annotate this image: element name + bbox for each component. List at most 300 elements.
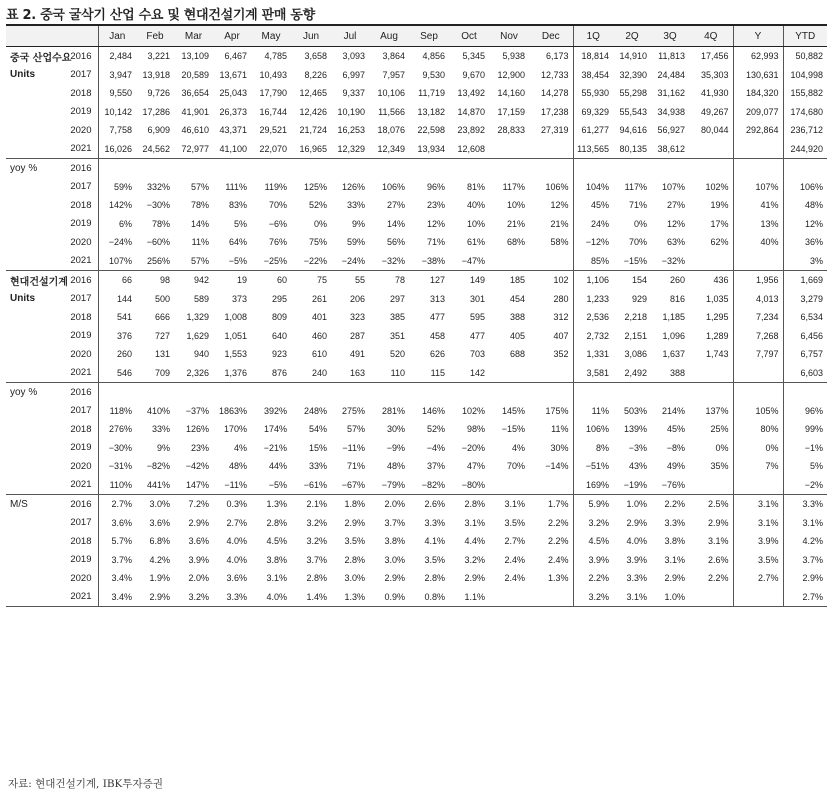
data-cell: 3,658 xyxy=(304,51,327,62)
table-row xyxy=(6,439,827,458)
data-cell: −30% xyxy=(146,200,170,211)
data-cell: 16,026 xyxy=(98,140,136,159)
data-cell: 102 xyxy=(529,271,573,290)
data-cell: 1,331 xyxy=(573,345,613,364)
data-cell: 4.1% xyxy=(424,536,445,547)
data-cell: 376 xyxy=(98,327,136,346)
data-cell: 4.5% xyxy=(266,536,287,547)
data-cell: 401 xyxy=(311,312,327,323)
data-cell: −67% xyxy=(341,479,365,490)
data-cell: 491 xyxy=(349,349,365,360)
data-cell: −6% xyxy=(268,218,287,229)
data-cell: 0% xyxy=(633,218,647,229)
year-cell: 2016 xyxy=(70,50,92,62)
data-cell: 2.7% xyxy=(783,588,827,607)
data-cell: 83% xyxy=(228,200,247,211)
data-cell: 24,562 xyxy=(142,143,170,154)
data-cell: 20,589 xyxy=(181,69,209,80)
data-cell: 12,900 xyxy=(497,69,525,80)
data-cell: 10,493 xyxy=(259,69,287,80)
data-cell: 19 xyxy=(213,271,251,290)
table-row xyxy=(6,103,827,122)
data-cell: 110% xyxy=(98,476,136,495)
data-cell: 11,566 xyxy=(378,106,405,117)
data-cell: 280 xyxy=(553,293,569,304)
data-cell: 0% xyxy=(733,439,783,458)
data-cell: 4.2% xyxy=(783,532,827,551)
data-cell: 3.8% xyxy=(664,536,685,547)
data-cell: 688 xyxy=(509,349,525,360)
data-cell: 2.7% xyxy=(733,569,783,588)
data-cell: 4.0% xyxy=(226,536,247,547)
data-cell: −14% xyxy=(545,461,569,472)
data-cell: 48% xyxy=(228,461,247,472)
data-cell: 2,151 xyxy=(624,330,647,341)
data-cell: 546 xyxy=(98,364,136,383)
blank-label xyxy=(6,439,56,458)
table-row xyxy=(6,121,827,140)
data-cell: 5,938 xyxy=(502,51,525,62)
data-cell xyxy=(733,476,783,495)
header-corner xyxy=(6,25,98,47)
data-cell: 2.7% xyxy=(98,495,136,514)
data-cell: 1.8% xyxy=(331,495,369,514)
data-cell: 21% xyxy=(506,218,525,229)
data-cell: 3.3% xyxy=(424,517,445,528)
data-cell: −5% xyxy=(268,479,287,490)
year-cell: 2017 xyxy=(70,69,92,81)
data-cell: 6,603 xyxy=(783,364,827,383)
table-row xyxy=(6,476,827,495)
data-cell: 2,536 xyxy=(573,308,613,327)
data-cell: 137% xyxy=(705,405,729,416)
year-cell: 2017 xyxy=(70,293,92,305)
data-cell: 3.1% xyxy=(464,517,485,528)
data-cell xyxy=(449,159,489,178)
data-cell: 2.9% xyxy=(464,573,485,584)
data-cell: 72,977 xyxy=(181,143,209,154)
data-cell: −1% xyxy=(783,439,827,458)
data-cell: 75% xyxy=(308,237,327,248)
data-cell: 3.4% xyxy=(98,588,136,607)
data-cell xyxy=(251,383,291,402)
column-header: 4Q xyxy=(689,25,733,47)
data-cell: 85% xyxy=(573,252,613,271)
data-cell: 436 xyxy=(689,271,733,290)
data-cell: 169% xyxy=(573,476,613,495)
data-cell: 55,930 xyxy=(573,84,613,103)
data-cell: 1.3% xyxy=(331,588,369,607)
data-cell: 104% xyxy=(573,178,613,197)
data-cell: 145% xyxy=(501,405,525,416)
table-row xyxy=(6,290,827,309)
data-cell: 3.1% xyxy=(783,514,827,533)
data-cell: 3.6% xyxy=(188,536,209,547)
data-cell: 3,279 xyxy=(783,290,827,309)
column-header: 1Q xyxy=(573,25,613,47)
data-cell: 2.9% xyxy=(344,517,365,528)
data-cell: 5% xyxy=(233,218,247,229)
blank-label xyxy=(6,569,56,588)
data-cell: 7,797 xyxy=(733,345,783,364)
data-cell: 9,726 xyxy=(147,88,170,99)
blank-label xyxy=(6,420,56,439)
data-cell: 260 xyxy=(651,271,689,290)
column-header: Feb xyxy=(136,25,174,47)
table-row xyxy=(6,47,827,66)
data-cell: 3.4% xyxy=(98,569,136,588)
data-cell: 4.0% xyxy=(251,588,291,607)
data-cell xyxy=(573,159,613,178)
year-cell: 2021 xyxy=(56,588,98,607)
data-cell xyxy=(651,383,689,402)
data-cell: 3.8% xyxy=(384,536,405,547)
data-cell xyxy=(409,159,449,178)
data-cell: 36,654 xyxy=(181,88,209,99)
data-cell: −42% xyxy=(185,461,209,472)
blank-label xyxy=(6,588,56,607)
data-cell: 64% xyxy=(228,237,247,248)
data-cell: 13,109 xyxy=(181,51,209,62)
year-cell: 2020 xyxy=(70,348,92,360)
data-cell: 14% xyxy=(190,218,209,229)
data-cell: 1,008 xyxy=(224,312,247,323)
data-cell: 9% xyxy=(156,442,170,453)
data-cell: 3.2% xyxy=(306,536,327,547)
data-cell: −2% xyxy=(783,476,827,495)
data-cell: 117% xyxy=(502,181,525,192)
data-cell: 130,631 xyxy=(733,66,783,85)
data-cell: 32,390 xyxy=(619,69,647,80)
data-cell xyxy=(174,383,213,402)
column-header: YTD xyxy=(783,25,827,47)
data-cell: 1,329 xyxy=(186,312,209,323)
data-cell: 14,910 xyxy=(619,51,647,62)
data-cell: 47% xyxy=(466,461,485,472)
data-cell: 6,456 xyxy=(783,327,827,346)
year-cell: 2016 xyxy=(56,383,98,402)
data-cell: 113,565 xyxy=(573,140,613,159)
data-cell: 3.9% xyxy=(733,532,783,551)
data-cell: 49,267 xyxy=(700,106,729,117)
data-cell: 41,901 xyxy=(181,106,209,117)
data-cell: −24% xyxy=(341,255,365,266)
data-cell: −19% xyxy=(623,479,647,490)
data-cell: 41% xyxy=(733,196,783,215)
data-cell: −51% xyxy=(573,457,613,476)
data-cell: 96% xyxy=(426,181,445,192)
data-cell: 7,234 xyxy=(733,308,783,327)
data-cell: 78% xyxy=(151,218,170,229)
data-cell: 56,927 xyxy=(657,125,685,136)
data-cell: 78 xyxy=(369,271,409,290)
data-cell: 503% xyxy=(623,405,647,416)
data-cell: 275% xyxy=(341,405,365,416)
blank-label xyxy=(6,327,56,346)
data-cell: −20% xyxy=(461,442,485,453)
data-cell: 0.3% xyxy=(213,495,251,514)
data-cell: 260 xyxy=(98,345,136,364)
data-cell: 3.3% xyxy=(664,517,685,528)
data-cell: 209,077 xyxy=(733,103,783,122)
data-cell: 16,253 xyxy=(337,125,365,136)
data-cell: 18,814 xyxy=(573,47,613,66)
data-cell: 139% xyxy=(623,424,647,435)
data-cell: 2.0% xyxy=(188,573,209,584)
data-cell: 13% xyxy=(733,215,783,234)
data-cell: 12% xyxy=(666,218,685,229)
data-cell: 7% xyxy=(733,457,783,476)
column-header: Jan xyxy=(98,25,136,47)
data-cell: 21,724 xyxy=(299,125,327,136)
data-cell xyxy=(409,383,449,402)
data-cell: −31% xyxy=(98,457,136,476)
data-cell: 3.0% xyxy=(384,554,405,565)
data-cell: 4.4% xyxy=(464,536,485,547)
column-header: May xyxy=(251,25,291,47)
data-cell: 626 xyxy=(429,349,445,360)
data-cell: 2.2% xyxy=(651,495,689,514)
data-cell: −21% xyxy=(263,442,287,453)
data-cell: 2.2% xyxy=(573,569,613,588)
data-cell xyxy=(529,588,573,607)
data-cell: 8,226 xyxy=(304,69,327,80)
data-cell: 149 xyxy=(449,271,489,290)
data-cell: 541 xyxy=(98,308,136,327)
data-cell: 6,173 xyxy=(545,51,569,62)
data-cell: 2.8% xyxy=(266,517,287,528)
data-cell: 24,484 xyxy=(657,69,685,80)
data-cell xyxy=(98,159,136,178)
data-cell: 477 xyxy=(429,312,445,323)
data-cell: 7.2% xyxy=(174,495,213,514)
data-cell: 11% xyxy=(551,424,569,435)
data-cell: −30% xyxy=(98,439,136,458)
data-cell: 35,303 xyxy=(700,69,729,80)
data-cell: 12,465 xyxy=(299,88,327,99)
data-cell xyxy=(529,383,573,402)
data-cell: 5% xyxy=(783,457,827,476)
data-cell: 3.8% xyxy=(266,554,287,565)
data-cell xyxy=(331,383,369,402)
data-cell: 163 xyxy=(349,367,365,378)
blank-label xyxy=(6,364,56,383)
data-cell: 22,598 xyxy=(417,125,445,136)
data-cell: 3.2% xyxy=(573,514,613,533)
data-cell: −82% xyxy=(421,479,445,490)
table-row xyxy=(6,196,827,215)
data-cell: 2,732 xyxy=(573,327,613,346)
data-cell: 17% xyxy=(710,218,729,229)
data-cell: 4.0% xyxy=(226,554,247,565)
data-cell: 1863% xyxy=(218,405,247,416)
data-cell: 115 xyxy=(430,367,445,378)
data-cell: 1,956 xyxy=(733,271,783,290)
data-cell: 49% xyxy=(666,461,685,472)
data-cell: 10% xyxy=(506,200,525,211)
data-cell: 55,298 xyxy=(619,88,647,99)
year-cell: 2021 xyxy=(70,255,92,267)
column-header: Oct xyxy=(449,25,489,47)
data-cell: 385 xyxy=(389,312,405,323)
data-cell: 146% xyxy=(421,405,445,416)
data-cell: 7,957 xyxy=(382,69,405,80)
header-row xyxy=(6,25,827,47)
data-cell: 14% xyxy=(386,218,405,229)
data-cell: 12,426 xyxy=(299,106,327,117)
data-cell: 98% xyxy=(466,424,485,435)
data-cell: −5% xyxy=(228,255,247,266)
data-cell: 9,670 xyxy=(462,69,485,80)
data-cell: 816 xyxy=(669,293,685,304)
data-cell: 9,530 xyxy=(422,69,445,80)
data-cell: 332% xyxy=(146,181,170,192)
data-cell: 23% xyxy=(426,200,445,211)
section-label: yoy % xyxy=(6,159,56,178)
data-cell: 3.5% xyxy=(504,517,525,528)
data-cell: 3.7% xyxy=(98,551,136,570)
data-cell: 3.6% xyxy=(98,514,136,533)
data-cell: 3.7% xyxy=(306,554,327,565)
data-cell: 119% xyxy=(264,181,287,192)
data-cell xyxy=(613,159,651,178)
year-cell: 2018 xyxy=(70,199,92,211)
data-cell: 33% xyxy=(346,200,365,211)
data-cell: 1,051 xyxy=(224,330,247,341)
data-cell: −12% xyxy=(573,233,613,252)
data-cell: −3% xyxy=(628,442,647,453)
data-cell: 589 xyxy=(193,293,209,304)
data-cell xyxy=(689,252,733,271)
data-cell xyxy=(489,588,529,607)
data-cell: 3.0% xyxy=(344,573,365,584)
data-cell: 3.2% xyxy=(573,588,613,607)
data-cell: 3,093 xyxy=(342,51,365,62)
data-cell: 30% xyxy=(550,442,569,453)
data-cell: 3.3% xyxy=(783,495,827,514)
year-cell: 2021 xyxy=(70,367,92,379)
data-cell: 0% xyxy=(715,442,729,453)
data-cell: 1.0% xyxy=(613,495,651,514)
year-cell: 2016 xyxy=(56,495,98,514)
data-cell: 38,612 xyxy=(657,143,685,154)
data-cell: 118% xyxy=(98,402,136,421)
data-cell: 59% xyxy=(346,237,365,248)
data-cell: 3.2% xyxy=(174,588,213,607)
data-cell xyxy=(733,364,783,383)
data-cell xyxy=(689,159,733,178)
data-cell: 38,454 xyxy=(573,66,613,85)
year-cell: 2018 xyxy=(70,535,92,547)
data-cell: −79% xyxy=(381,479,405,490)
data-cell: 17,159 xyxy=(497,106,525,117)
data-cell: 33% xyxy=(308,461,327,472)
data-cell: −76% xyxy=(661,479,685,490)
data-cell: 2,218 xyxy=(624,312,647,323)
data-cell: 4,013 xyxy=(733,290,783,309)
data-cell: 71% xyxy=(346,461,365,472)
data-cell xyxy=(331,159,369,178)
data-cell xyxy=(529,476,573,495)
data-cell: 6,534 xyxy=(783,308,827,327)
data-cell: 12,329 xyxy=(337,143,365,154)
data-cell xyxy=(98,383,136,402)
data-cell xyxy=(489,364,529,383)
data-cell: 11,719 xyxy=(418,88,445,99)
data-cell: 59% xyxy=(98,178,136,197)
year-cell: 2021 xyxy=(70,143,92,155)
data-cell: 62% xyxy=(710,237,729,248)
data-cell: 3,864 xyxy=(382,51,405,62)
data-cell xyxy=(251,159,291,178)
data-cell: 27,319 xyxy=(540,125,569,136)
year-cell: 2018 xyxy=(70,311,92,323)
table-row xyxy=(6,233,827,252)
data-cell: 301 xyxy=(469,293,485,304)
data-cell: −8% xyxy=(666,442,685,453)
data-cell: 107% xyxy=(98,252,136,271)
table-row xyxy=(6,364,827,383)
data-cell: 236,712 xyxy=(783,121,827,140)
table-row xyxy=(6,569,827,588)
data-cell: 942 xyxy=(174,271,213,290)
section-label: 중국 산업수요 xyxy=(10,52,72,64)
table-row xyxy=(6,551,827,570)
data-cell: −15% xyxy=(501,424,525,435)
blank-label xyxy=(6,196,56,215)
data-cell: 102% xyxy=(705,181,729,192)
data-cell: 4% xyxy=(511,442,525,453)
data-cell: 17,238 xyxy=(540,106,569,117)
data-cell: 106% xyxy=(783,178,827,197)
data-cell xyxy=(529,140,573,159)
data-cell: 58% xyxy=(550,237,569,248)
year-cell: 2017 xyxy=(70,517,92,529)
data-cell: 48% xyxy=(386,461,405,472)
blank-label xyxy=(6,457,56,476)
column-header: Nov xyxy=(489,25,529,47)
data-cell: 62,993 xyxy=(733,47,783,66)
data-cell xyxy=(733,588,783,607)
column-header: Y xyxy=(733,25,783,47)
data-cell: −9% xyxy=(386,442,405,453)
data-cell: 3.1% xyxy=(266,573,287,584)
data-cell: 94,616 xyxy=(619,125,647,136)
data-cell: −61% xyxy=(303,479,327,490)
year-cell: 2020 xyxy=(70,236,92,248)
data-cell: 36% xyxy=(783,233,827,252)
data-cell: 3.1% xyxy=(489,495,529,514)
data-cell: 17,286 xyxy=(142,106,170,117)
data-cell xyxy=(651,159,689,178)
year-cell: 2020 xyxy=(70,124,92,136)
table-row xyxy=(6,402,827,421)
data-cell: 142 xyxy=(469,367,485,378)
data-cell: 1,035 xyxy=(705,293,729,304)
data-cell: −80% xyxy=(461,479,485,490)
data-cell: 25% xyxy=(710,424,729,435)
data-cell xyxy=(291,159,331,178)
data-cell xyxy=(489,383,529,402)
data-cell: 2.4% xyxy=(547,554,569,565)
year-cell: 2018 xyxy=(70,87,92,99)
data-cell: 2.7% xyxy=(226,517,247,528)
data-cell: 70% xyxy=(506,461,525,472)
data-cell: 405 xyxy=(509,330,525,341)
data-cell: 3.1% xyxy=(707,536,729,547)
table-row xyxy=(6,215,827,234)
blank-label xyxy=(6,233,56,252)
